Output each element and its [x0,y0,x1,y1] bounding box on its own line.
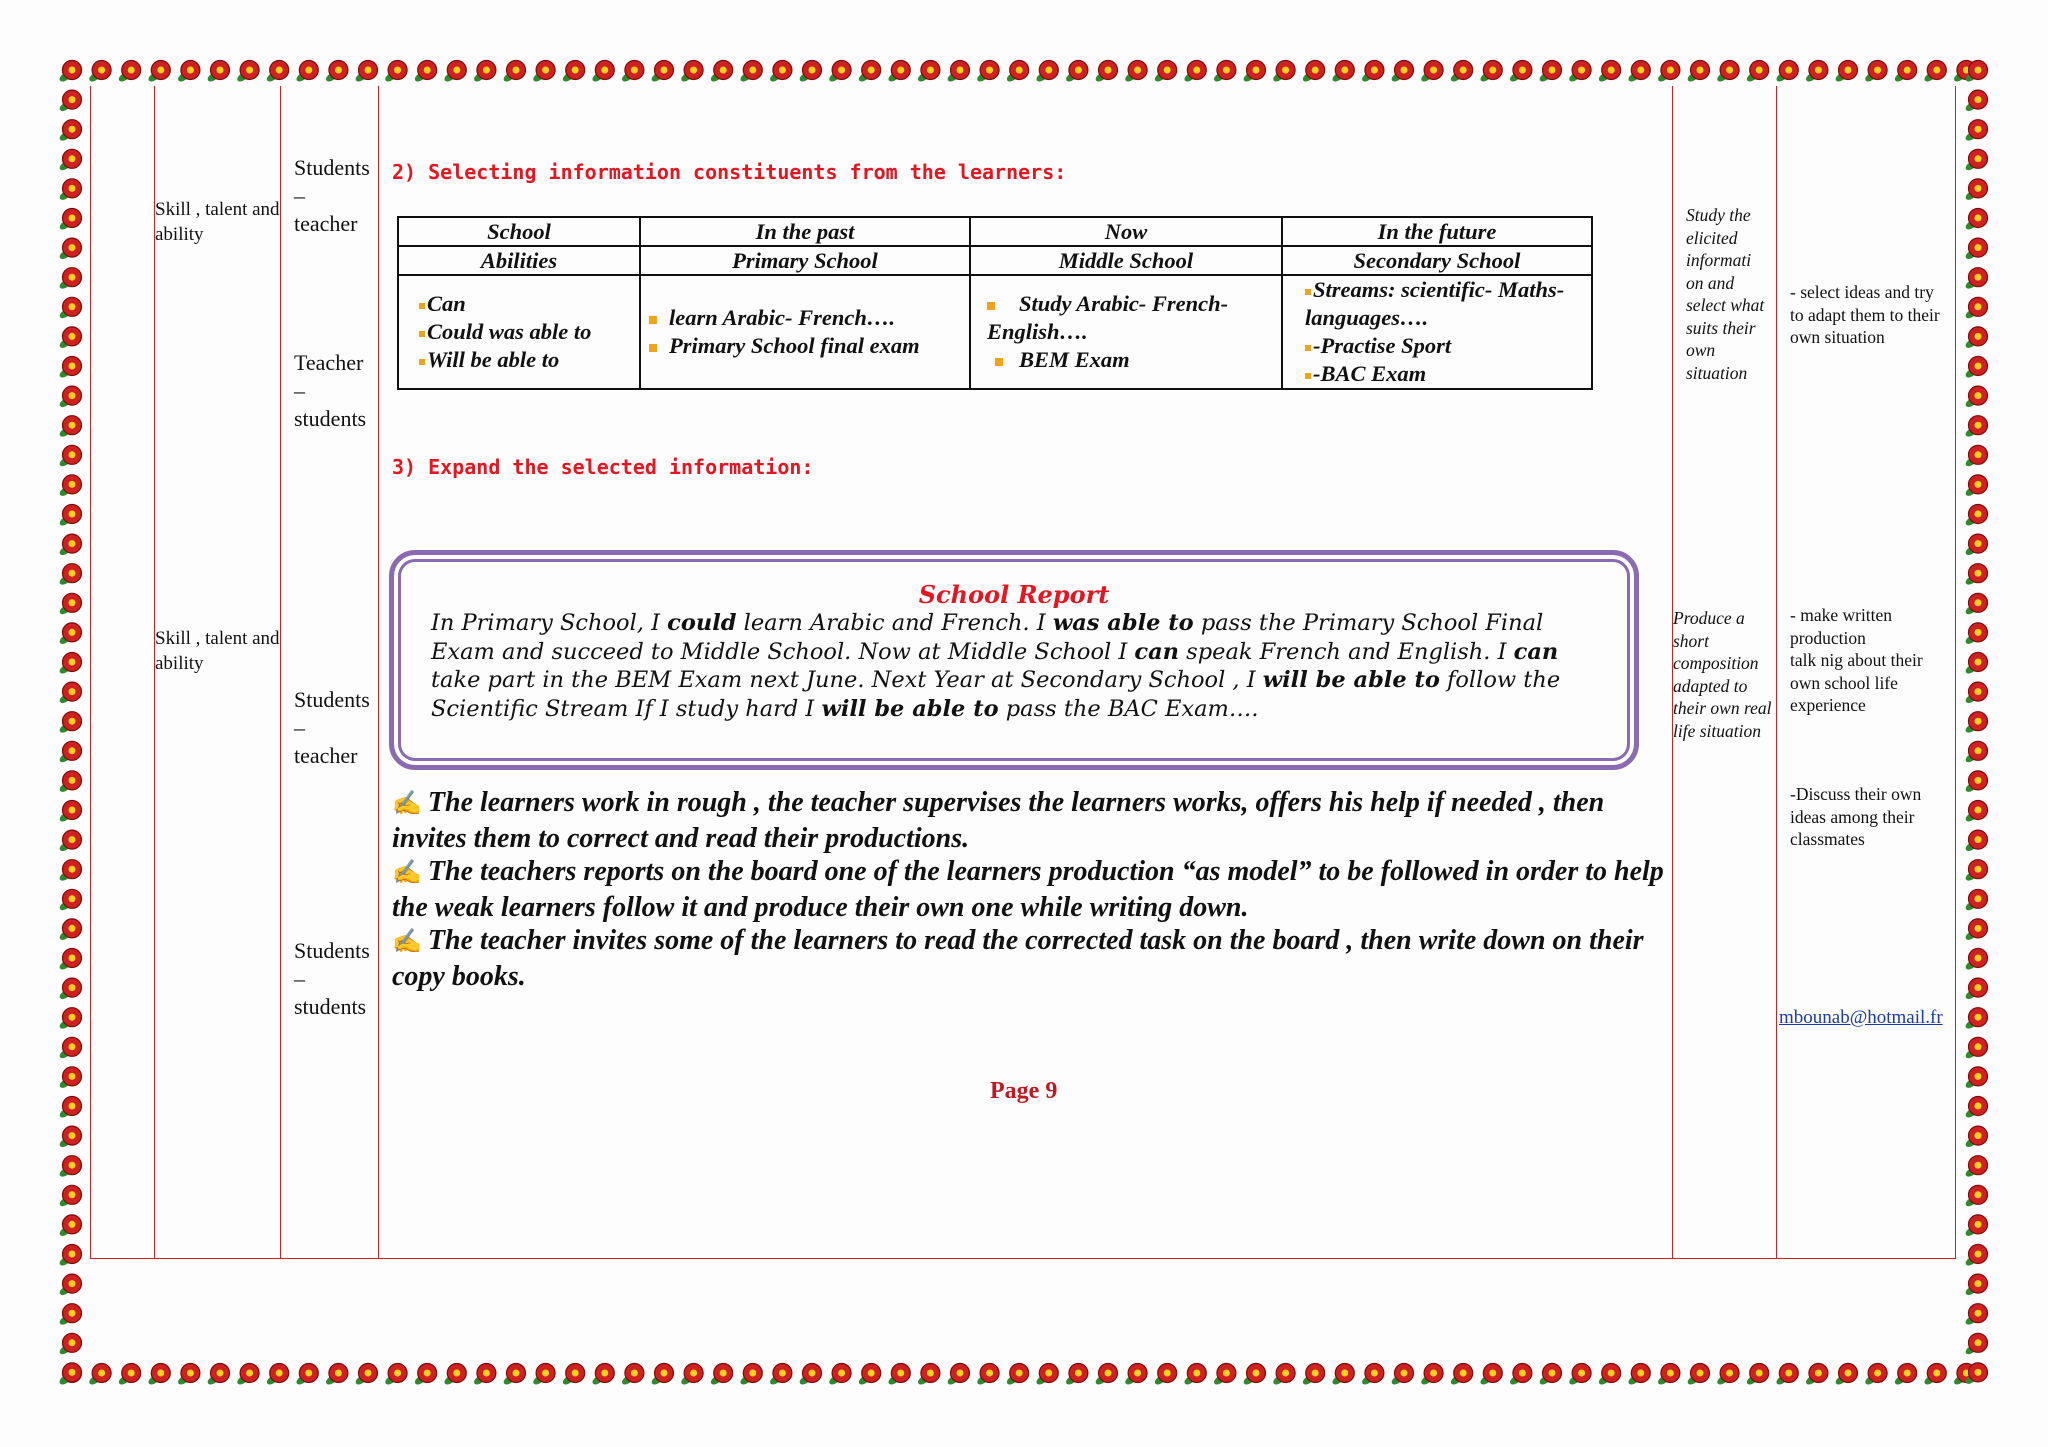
flower-icon [532,1364,555,1387]
procedure-steps [392,786,1667,993]
flower-icon [58,712,81,735]
flower-icon [1064,1364,1087,1387]
flower-icon [768,61,791,84]
flower-icon [443,1364,466,1387]
flower-icon [1964,830,1987,853]
flower-icon [1964,90,1987,113]
flower-icon [1449,61,1472,84]
flower-icon [1656,1364,1679,1387]
list-item: Could was able to [419,318,631,346]
procedure-step: ✍ The teacher invites some of the learners to read the corrected task on the board , then write down on their copy books. [392,925,1644,992]
flower-icon [58,771,81,794]
interaction-bottom: teacher [294,743,358,768]
flower-icon [147,1364,170,1387]
flower-icon [1964,327,1987,350]
list-item: Study Arabic- French- English…. [987,291,1229,344]
flower-icon [1242,61,1265,84]
flower-icon [1153,61,1176,84]
flower-icon [502,1364,525,1387]
flower-icon [1964,297,1987,320]
flower-icon [1005,61,1028,84]
interaction-bottom: students [294,406,367,431]
table-cell-past [640,275,970,389]
flower-icon [1964,860,1987,883]
school-report-box [389,550,1639,770]
flower-icon [58,386,81,409]
flower-icon [354,61,377,84]
list-item: Can [419,290,631,318]
bullet-icon [649,344,657,352]
flower-icon [58,1333,81,1356]
flower-icon [739,1364,762,1387]
flower-icon [58,357,81,380]
flower-icon [58,179,81,202]
column-divider-interaction [280,86,281,1259]
flower-icon [1183,61,1206,84]
interaction-dash: – [294,715,305,740]
flower-icon [591,61,614,84]
flower-icon [58,1274,81,1297]
flower-icon [1508,61,1531,84]
flower-icon [680,61,703,84]
flower-icon [58,889,81,912]
list-item: learn Arabic- French…. [649,304,961,332]
flower-icon [58,1067,81,1090]
aim-1: Study the elicited informati on and select what suits their own situation [1686,205,1765,383]
flower-icon [58,564,81,587]
flower-icon [1035,61,1058,84]
flower-icon [58,593,81,616]
table-header: School [398,217,640,246]
flower-border-bottom [56,1359,1992,1389]
flower-icon [828,61,851,84]
flower-icon [1834,1364,1857,1387]
flower-icon [206,61,229,84]
flower-icon [58,1245,81,1268]
flower-icon [1964,179,1987,202]
flower-icon [1686,1364,1709,1387]
bullet-icon [419,359,425,365]
flower-icon [1094,61,1117,84]
flower-icon [1893,1364,1916,1387]
flower-icon [1508,1364,1531,1387]
flower-icon [591,1364,614,1387]
flower-icon [1964,1245,1987,1268]
flower-icon [1964,475,1987,498]
flower-icon [709,1364,732,1387]
flower-icon [1964,771,1987,794]
table-header: In the future [1282,217,1592,246]
flower-icon [324,61,347,84]
flower-icon [916,61,939,84]
flower-icon [1272,61,1295,84]
flower-icon [532,61,555,84]
aim-2: Produce a short composition adapted to their own real life situation [1673,608,1772,741]
interaction-dash: – [294,378,305,403]
flower-icon [1864,1364,1887,1387]
flower-icon [561,61,584,84]
flower-icon [58,238,81,261]
interaction-top: Teacher [294,350,364,375]
flower-icon [1964,623,1987,646]
task-1: - select ideas and try to adapt them to their own situation [1790,282,1940,347]
flower-icon [384,61,407,84]
flower-icon [1716,61,1739,84]
flower-icon [58,1363,81,1386]
flower-icon [1745,1364,1768,1387]
flower-icon [58,90,81,113]
report-title: School Report [918,580,1110,609]
table-cell-future [1282,275,1592,389]
flower-icon [88,1364,111,1387]
list-item: Primary School final exam [649,332,961,360]
flower-icon [88,61,111,84]
list-item: BEM Exam [987,346,1273,374]
flower-icon [58,327,81,350]
bullet-icon [995,358,1003,366]
flower-icon [58,919,81,942]
flower-icon [117,61,140,84]
flower-icon [620,61,643,84]
flower-icon [1064,61,1087,84]
flower-icon [1390,1364,1413,1387]
flower-icon [916,1364,939,1387]
flower-icon [502,61,525,84]
flower-icon [1804,61,1827,84]
flower-icon [1124,61,1147,84]
flower-icon [295,61,318,84]
flower-icon [206,1364,229,1387]
flower-icon [1331,61,1354,84]
interaction-dash: – [294,183,305,208]
flower-icon [58,653,81,676]
interaction-2 [294,349,366,433]
flower-icon [58,505,81,528]
flower-icon [58,1037,81,1060]
flower-icon [58,445,81,468]
flower-icon [709,61,732,84]
bullet-icon [419,303,425,309]
scroll-ornament-icon: ✍ [392,860,422,886]
flower-icon [1964,741,1987,764]
flower-icon [1893,61,1916,84]
skill-label-2: Skill , talent and ability [155,628,280,674]
flower-icon [857,61,880,84]
table-cell-abilities [398,275,640,389]
flower-icon [1964,1156,1987,1179]
flower-icon [58,268,81,291]
flower-icon [650,1364,673,1387]
flower-icon [1212,1364,1235,1387]
flower-border-right [1962,56,1992,1389]
flower-icon [650,61,673,84]
flower-border-top [56,56,1992,86]
interaction-1 [294,154,370,238]
flower-icon [58,1097,81,1120]
flower-icon [1964,978,1987,1001]
flower-icon [1964,386,1987,409]
section-heading-selecting: 2) Selecting information constituents from the learners: [392,160,1067,184]
flower-icon [1923,61,1946,84]
procedure-step: ✍ The learners work in rough , the teacher supervises the learners works, offers his help if needed , then invites them to correct and read their productions. [392,787,1605,854]
bullet-icon [1305,289,1311,295]
flower-icon [1964,1363,1987,1386]
list-item: Will be able to [419,346,631,374]
flower-icon [1804,1364,1827,1387]
flower-icon [1964,1304,1987,1327]
flower-icon [1964,1215,1987,1238]
flower-icon [1153,1364,1176,1387]
flower-icon [1301,1364,1324,1387]
flower-icon [58,209,81,232]
flower-icon [620,1364,643,1387]
flower-icon [1923,1364,1946,1387]
flower-icon [739,61,762,84]
interaction-top: Students [294,155,370,180]
flower-icon [1242,1364,1265,1387]
bullet-icon [419,331,425,337]
flower-icon [58,1008,81,1031]
flower-icon [1964,682,1987,705]
flower-icon [976,61,999,84]
flower-icon [58,682,81,705]
flower-icon [1964,919,1987,942]
column-divider-procedure [378,86,379,1259]
flower-icon [1420,1364,1443,1387]
flower-icon [58,475,81,498]
flower-border-left [56,56,86,1389]
flower-icon [1094,1364,1117,1387]
flower-icon [887,1364,910,1387]
flower-icon [58,949,81,972]
flower-icon [1360,61,1383,84]
email-link[interactable]: mbounab@hotmail.fr [1779,1007,1943,1028]
flower-icon [1775,1364,1798,1387]
flower-icon [1834,61,1857,84]
flower-icon [1597,61,1620,84]
flower-icon [1964,534,1987,557]
flower-icon [384,1364,407,1387]
flower-icon [58,978,81,1001]
list-item: -BAC Exam [1295,360,1583,388]
flower-icon [1183,1364,1206,1387]
flower-icon [1964,801,1987,824]
flower-icon [887,61,910,84]
flower-icon [1964,1067,1987,1090]
flower-icon [1964,949,1987,972]
flower-icon [1964,712,1987,735]
procedure-step: ✍ The teachers reports on the board one of the learners production “as model” to be followed in order to help the weak learners follow it and produce their own one while writing down. [392,856,1664,923]
flower-icon [147,61,170,84]
flower-icon [1390,61,1413,84]
flower-icon [1568,61,1591,84]
flower-icon [1360,1364,1383,1387]
flower-icon [1212,61,1235,84]
flower-icon [1538,61,1561,84]
flower-icon [1964,1333,1987,1356]
table-cell-now [970,275,1282,389]
flower-icon [58,1126,81,1149]
flower-icon [1964,1008,1987,1031]
flower-icon [1538,1364,1561,1387]
interaction-top: Students [294,938,370,963]
flower-icon [58,830,81,853]
scroll-ornament-icon: ✍ [392,791,422,817]
flower-icon [680,1364,703,1387]
task-3: -Discuss their own ideas among their classmates [1790,784,1922,849]
flower-icon [1272,1364,1295,1387]
flower-icon [324,1364,347,1387]
flower-icon [1124,1364,1147,1387]
flower-icon [1864,61,1887,84]
flower-icon [58,741,81,764]
flower-icon [265,61,288,84]
section-heading-expand: 3) Expand the selected information: [392,455,814,479]
flower-icon [1964,1126,1987,1149]
bullet-icon [1305,345,1311,351]
flower-icon [1686,61,1709,84]
flower-icon [176,61,199,84]
flower-icon [117,1364,140,1387]
bullet-icon [987,302,995,310]
abilities-table [397,216,1593,390]
flower-icon [443,61,466,84]
flower-icon [1005,1364,1028,1387]
table-header: Abilities [398,246,640,275]
interaction-top: Students [294,687,370,712]
flower-icon [946,61,969,84]
flower-icon [1627,1364,1650,1387]
flower-icon [1964,593,1987,616]
flower-icon [1331,1364,1354,1387]
flower-icon [1745,61,1768,84]
flower-icon [58,416,81,439]
flower-icon [1964,268,1987,291]
column-divider-task [1776,86,1777,1259]
flower-icon [1568,1364,1591,1387]
flower-icon [1627,61,1650,84]
flower-icon [1716,1364,1739,1387]
page-number: Page 9 [990,1078,1058,1104]
bullet-icon [1305,373,1311,379]
task-2: - make written production talk nig about their own school life experience [1790,605,1923,715]
flower-icon [176,1364,199,1387]
flower-icon [1964,209,1987,232]
flower-icon [798,61,821,84]
flower-icon [1964,1097,1987,1120]
flower-icon [1964,564,1987,587]
interaction-bottom: teacher [294,211,358,236]
flower-icon [58,1215,81,1238]
flower-icon [798,1364,821,1387]
report-body: In Primary School, I could learn Arabic and French. I was able to pass the Primary School Final Exam and succeed to Middle School. Now at Middle School I can speak French and English. I can take part in the BEM Exam next June. Next Year at Secondary School , I will be able to follow the Scientific Stream If I study hard I will be able to pass the BAC Exam…. [431,610,1561,722]
flower-icon [58,120,81,143]
table-header: Middle School [970,246,1282,275]
flower-icon [1035,1364,1058,1387]
interaction-dash: – [294,966,305,991]
bullet-icon [649,316,657,324]
flower-icon [58,1156,81,1179]
flower-icon [1964,61,1987,84]
table-header: Secondary School [1282,246,1592,275]
flower-icon [472,1364,495,1387]
flower-icon [768,1364,791,1387]
scroll-ornament-icon: ✍ [392,929,422,955]
flower-icon [946,1364,969,1387]
flower-icon [58,297,81,320]
flower-icon [1964,416,1987,439]
flower-icon [58,1304,81,1327]
flower-icon [265,1364,288,1387]
flower-icon [58,61,81,84]
list-item: -Practise Sport [1295,332,1583,360]
flower-icon [1964,1185,1987,1208]
interaction-bottom: students [294,994,367,1019]
flower-icon [58,801,81,824]
flower-icon [1597,1364,1620,1387]
flower-icon [1964,238,1987,261]
flower-icon [1964,889,1987,912]
flower-icon [828,1364,851,1387]
flower-icon [1775,61,1798,84]
flower-icon [354,1364,377,1387]
flower-icon [413,61,436,84]
flower-icon [472,61,495,84]
flower-icon [1420,61,1443,84]
flower-icon [1964,1274,1987,1297]
table-header: Now [970,217,1282,246]
flower-icon [1479,61,1502,84]
flower-icon [236,1364,259,1387]
flower-icon [1964,505,1987,528]
flower-icon [236,61,259,84]
table-header: In the past [640,217,970,246]
flower-icon [1479,1364,1502,1387]
flower-icon [58,860,81,883]
flower-icon [1964,357,1987,380]
skill-label-1: Skill , talent and ability [155,199,280,245]
flower-icon [976,1364,999,1387]
flower-icon [1964,149,1987,172]
flower-icon [1964,445,1987,468]
flower-icon [1449,1364,1472,1387]
table-header: Primary School [640,246,970,275]
interaction-4 [294,937,370,1021]
flower-icon [857,1364,880,1387]
flower-icon [58,1185,81,1208]
flower-icon [413,1364,436,1387]
flower-icon [58,534,81,557]
flower-icon [58,623,81,646]
flower-icon [295,1364,318,1387]
flower-icon [58,149,81,172]
flower-icon [1656,61,1679,84]
interaction-3 [294,686,370,770]
flower-icon [1964,1037,1987,1060]
flower-icon [1964,120,1987,143]
flower-icon [1301,61,1324,84]
flower-icon [561,1364,584,1387]
flower-icon [1964,653,1987,676]
list-item: Streams: scientific- Maths-languages…. [1305,277,1565,330]
